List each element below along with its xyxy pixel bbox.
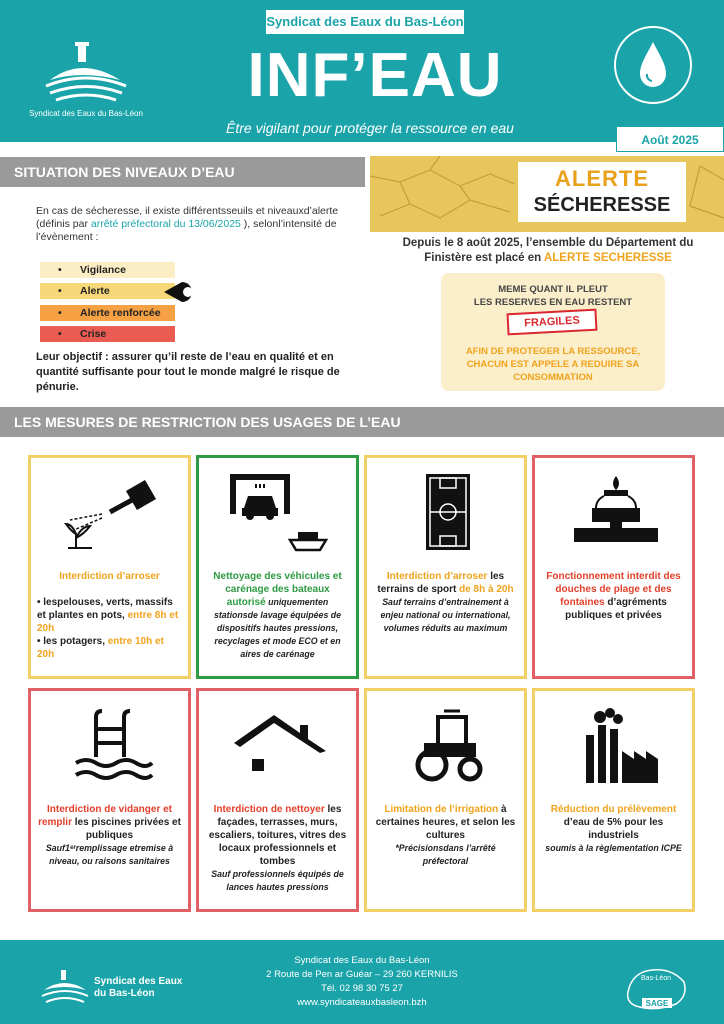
sage-logo-top-text: Bas-Léon [641,975,671,982]
intro-text-end: ), selonl’intensité de l’évènement : [36,218,337,243]
house-icon [230,707,330,783]
alert-banner [370,156,724,232]
card-industry [532,688,695,912]
card-facades-text: Interdiction de nettoyer les façades, terrasses, murs, escaliers, toitures, vitres des locaux professionnels et tombes Sauf professionnels équipés de lances hautes pressions [208,804,347,892]
card-industry-text: Réduction du prélèvement d’eau de 5% pour les industriels soumis à la règlementation ICPE [545,804,682,853]
card-irrigation [364,688,527,912]
card-watering [28,455,191,679]
measures-heading: LES MESURES DE RESTRICTION DES USAGES DE L’EAU [0,407,724,437]
situation-intro [36,205,361,244]
level-vigilance: • Vigilance [40,262,175,278]
factory-icon [566,707,666,783]
header [0,0,724,142]
card-fountains [532,455,695,679]
footer-logo-text: Syndicat des Eaux du Bas-Léon [94,976,183,999]
tagline: Être vigilant pour protéger la ressource en eau [226,120,514,136]
situation-heading: SITUATION DES NIVEAUX D’EAU [0,157,365,187]
current-level-pointer-icon [162,280,202,304]
card-sports-fields-text: Interdiction d’arroser les terrains de sport de 8h à 20h Sauf terrains d’entrainement à enjeu national ou international, volumes réduits au maximum [377,571,514,633]
level-crise: • Crise [40,326,175,342]
objective-text: Leur objectif : assurer qu’il reste de l’eau en qualité et en quantité suffisante pour tout le monde malgré le risque de pénurie. [36,351,340,393]
rain-warning-text: MEME QUANT IL PLEUT LES RESERVES EN EAU RESTENT [473,284,633,308]
department-alert-text: Depuis le 8 août 2025, l’ensemble du Département du Finistère est placé en ALERTE SECHERESSE [402,237,694,264]
level-alerte: • Alerte [40,283,175,299]
fountain-icon [566,474,666,550]
footer-phone: Tél. 02 98 30 75 27 [321,983,403,994]
watering-can-icon [62,474,162,550]
water-drop-icon [616,28,690,102]
sage-logo-bottom-text: SAGE [645,999,669,1008]
alert-word: ALERTE [555,166,649,191]
drought-word: SÉCHERESSE [533,194,671,216]
fragile-stamp: FRAGILES [506,309,597,336]
card-irrigation-text: Limitation de l’irrigation à certaines heures, et selon les cultures *Précisionsdans l’arrêté préfectoral [375,804,516,866]
syndicat-logo-icon [29,40,143,120]
logo-text: Syndicat des Eaux du Bas-Léon [29,109,143,118]
sage-logo-icon [622,962,692,1014]
swimming-pool-icon [62,707,162,783]
card-fountains-text: Fonctionnement interdit des douches de plage et des fontaines d’agréments publiques et privées [546,571,681,621]
intro-text-start: En cas de sécheresse, il existe différentsseuils et niveauxd’alerte (définis par [36,205,339,230]
card-facades [196,688,359,912]
issue-date: Août 2025 [616,126,724,152]
footer [0,940,724,1024]
decree-link[interactable]: arrêté préfectoral du 13/06/2025 [90,218,241,230]
card-pools-text: Interdiction de vidanger et remplir les piscines privées et publiques Sauf1ᵉʳremplissage etremise à niveau, ou raisons sanitaires [38,804,181,866]
alert-highlight: ALERTE SECHERESSE [543,252,672,264]
footer-address: Syndicat des Eaux du Bas-Léon 2 Route de Pen ar Guéar – 29 260 KERNILIS Tél. 02 98 30 75 27 www.syndicateauxbasleon.bzh [240,954,484,1010]
org-name-pill: Syndicat des Eaux du Bas-Léon [266,10,464,34]
rain-warning-box [441,273,665,391]
card-sports-fields [364,455,527,679]
car-wash-icon [230,474,330,550]
card-vehicle-washing-text: Nettoyage des véhicules et carénage des bateaux autorisé uniquementen stationsde lavage équipées de dispositifs hautes pressions, recyclages et mode ECO et en aires de carénage [213,571,342,659]
tractor-icon [398,707,498,783]
protect-resource-text: AFIN DE PROTEGER LA RESSOURCE, CHACUN EST APPELE A REDUIRE SA CONSOMMATION [465,346,641,383]
footer-website[interactable]: www.syndicateauxbasleon.bzh [297,997,427,1008]
sports-field-icon [398,474,498,550]
card-vehicle-washing [196,455,359,679]
level-alerte-renforcee: • Alerte renforcée [40,305,175,321]
footer-logo-icon [40,968,90,1010]
card-watering-text: Interdiction d’arroser • lespelouses, verts, massifs et plantes en pots, entre 8h et 20h • les potagers, entre 10h et 20h [37,571,179,660]
page-title: INF’EAU [247,41,503,110]
card-pools [28,688,191,912]
drop-badge [614,26,692,104]
alert-title-box [518,162,686,222]
